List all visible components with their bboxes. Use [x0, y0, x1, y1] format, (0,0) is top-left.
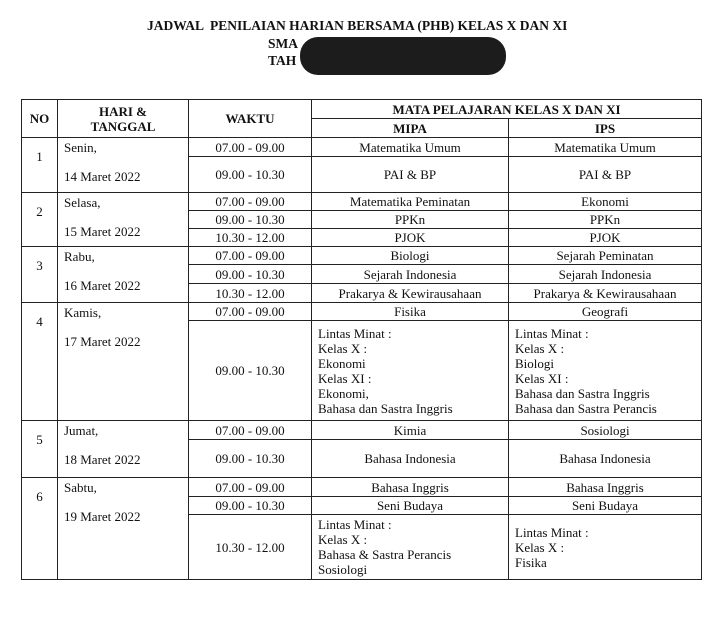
mipa-subject: Kimia [312, 421, 509, 440]
subject-line: Sosiologi [318, 562, 368, 577]
ips-subject: Matematika Umum [509, 138, 702, 157]
day-name: Selasa, [64, 195, 101, 210]
mipa-subject: Fisika [312, 303, 509, 321]
time-cell: 07.00 - 09.00 [189, 138, 312, 157]
mipa-subject [312, 321, 509, 421]
ips-subject: Bahasa Indonesia [509, 440, 702, 478]
time-cell: 10.30 - 12.00 [189, 229, 312, 247]
ips-subject: Ekonomi [509, 193, 702, 211]
subject-line: Ekonomi, [318, 385, 369, 401]
time-cell: 09.00 - 10.30 [189, 157, 312, 193]
mipa-subject: Sejarah Indonesia [312, 265, 509, 284]
mipa-subject: PJOK [312, 229, 509, 247]
mipa-subject: PAI & BP [312, 157, 509, 193]
mipa-subject: Bahasa Indonesia [312, 440, 509, 478]
time-cell: 07.00 - 09.00 [189, 421, 312, 440]
subject-line: Kelas X : [515, 340, 565, 356]
school-name: SMA [268, 36, 298, 51]
date-text: 17 Maret 2022 [64, 334, 141, 349]
time-cell: 07.00 - 09.00 [189, 193, 312, 211]
table-row [22, 138, 702, 157]
subject-line: Lintas Minat : [318, 517, 392, 532]
header-time: WAKTU [189, 100, 312, 138]
ips-subject: Sejarah Peminatan [509, 247, 702, 265]
subject-line: Kelas X : [318, 532, 368, 547]
mipa-subject: Matematika Peminatan [312, 193, 509, 211]
table-row [22, 478, 702, 497]
subject-line: Biologi [515, 355, 555, 371]
document-title: JADWAL PENILAIAN HARIAN BERSAMA (PHB) KELAS X DAN XI [147, 18, 568, 33]
ips-subject [509, 515, 702, 580]
mipa-subject: Biologi [312, 247, 509, 265]
day-date-cell [58, 247, 189, 303]
subject-line: Bahasa dan Sastra Inggris [515, 385, 650, 401]
subject-line: Bahasa dan Sastra Perancis [515, 400, 657, 416]
day-name: Senin, [64, 140, 97, 155]
time-cell: 10.30 - 12.00 [189, 515, 312, 580]
subject-line: Lintas Minat : [515, 325, 589, 341]
row-number: 3 [22, 247, 58, 303]
mipa-subject: Bahasa Inggris [312, 478, 509, 497]
mipa-subject: Seni Budaya [312, 497, 509, 515]
day-name: Kamis, [64, 305, 102, 320]
ips-subject: PJOK [509, 229, 702, 247]
subject-line: Bahasa & Sastra Perancis [318, 547, 452, 562]
mipa-subject: Matematika Umum [312, 138, 509, 157]
table-row [22, 421, 702, 440]
row-number: 5 [22, 421, 58, 478]
day-date-cell [58, 421, 189, 478]
date-text: 19 Maret 2022 [64, 509, 141, 524]
mipa-subject: PPKn [312, 211, 509, 229]
subject-line: Kelas XI : [515, 370, 569, 386]
time-cell: 09.00 - 10.30 [189, 440, 312, 478]
day-date-cell [58, 193, 189, 247]
row-number: 6 [22, 478, 58, 580]
subject-line: Kelas XI : [318, 370, 372, 386]
row-number: 2 [22, 193, 58, 247]
table-row [22, 247, 702, 265]
day-date-cell [58, 303, 189, 421]
day-date-cell [58, 138, 189, 193]
mipa-subject [312, 515, 509, 580]
subject-line: Bahasa dan Sastra Inggris [318, 400, 453, 416]
time-cell: 09.00 - 10.30 [189, 265, 312, 284]
header-mipa: MIPA [312, 119, 509, 138]
ips-subject [509, 321, 702, 421]
table-row [22, 193, 702, 211]
subject-line: Lintas Minat : [318, 325, 392, 341]
mipa-subject: Prakarya & Kewirausahaan [312, 284, 509, 303]
subject-line: Ekonomi [318, 355, 366, 371]
date-text: 16 Maret 2022 [64, 278, 141, 293]
time-cell: 07.00 - 09.00 [189, 478, 312, 497]
day-name: Rabu, [64, 249, 95, 264]
time-cell: 09.00 - 10.30 [189, 321, 312, 421]
row-number: 1 [22, 138, 58, 193]
subject-line: Lintas Minat : [515, 524, 589, 540]
redaction-mark [300, 37, 506, 75]
time-cell: 07.00 - 09.00 [189, 303, 312, 321]
table-row [22, 303, 702, 321]
ips-subject: Sejarah Indonesia [509, 265, 702, 284]
ips-subject: Sosiologi [509, 421, 702, 440]
subject-line: Kelas X : [318, 340, 368, 356]
time-cell: 09.00 - 10.30 [189, 211, 312, 229]
time-cell: 07.00 - 09.00 [189, 247, 312, 265]
header-subject-group: MATA PELAJARAN KELAS X DAN XI [312, 100, 702, 119]
school-year: TAH [268, 53, 297, 68]
ips-subject: PAI & BP [509, 157, 702, 193]
date-text: 18 Maret 2022 [64, 452, 141, 467]
header-no: NO [22, 100, 58, 138]
ips-subject: Bahasa Inggris [509, 478, 702, 497]
subject-line: Kelas X : [515, 539, 565, 555]
time-cell: 10.30 - 12.00 [189, 284, 312, 303]
ips-subject: PPKn [509, 211, 702, 229]
subject-line: Fisika [515, 554, 547, 570]
ips-subject: Prakarya & Kewirausahaan [509, 284, 702, 303]
time-cell: 09.00 - 10.30 [189, 497, 312, 515]
schedule-table [21, 99, 702, 580]
day-date-cell [58, 478, 189, 580]
row-number: 4 [22, 303, 58, 421]
date-text: 15 Maret 2022 [64, 224, 141, 239]
ips-subject: Geografi [509, 303, 702, 321]
day-name: Jumat, [64, 423, 99, 438]
ips-subject: Seni Budaya [509, 497, 702, 515]
day-name: Sabtu, [64, 480, 97, 495]
header-day-date: HARI & TANGGAL [58, 100, 189, 138]
date-text: 14 Maret 2022 [64, 169, 141, 184]
header-ips: IPS [509, 119, 702, 138]
